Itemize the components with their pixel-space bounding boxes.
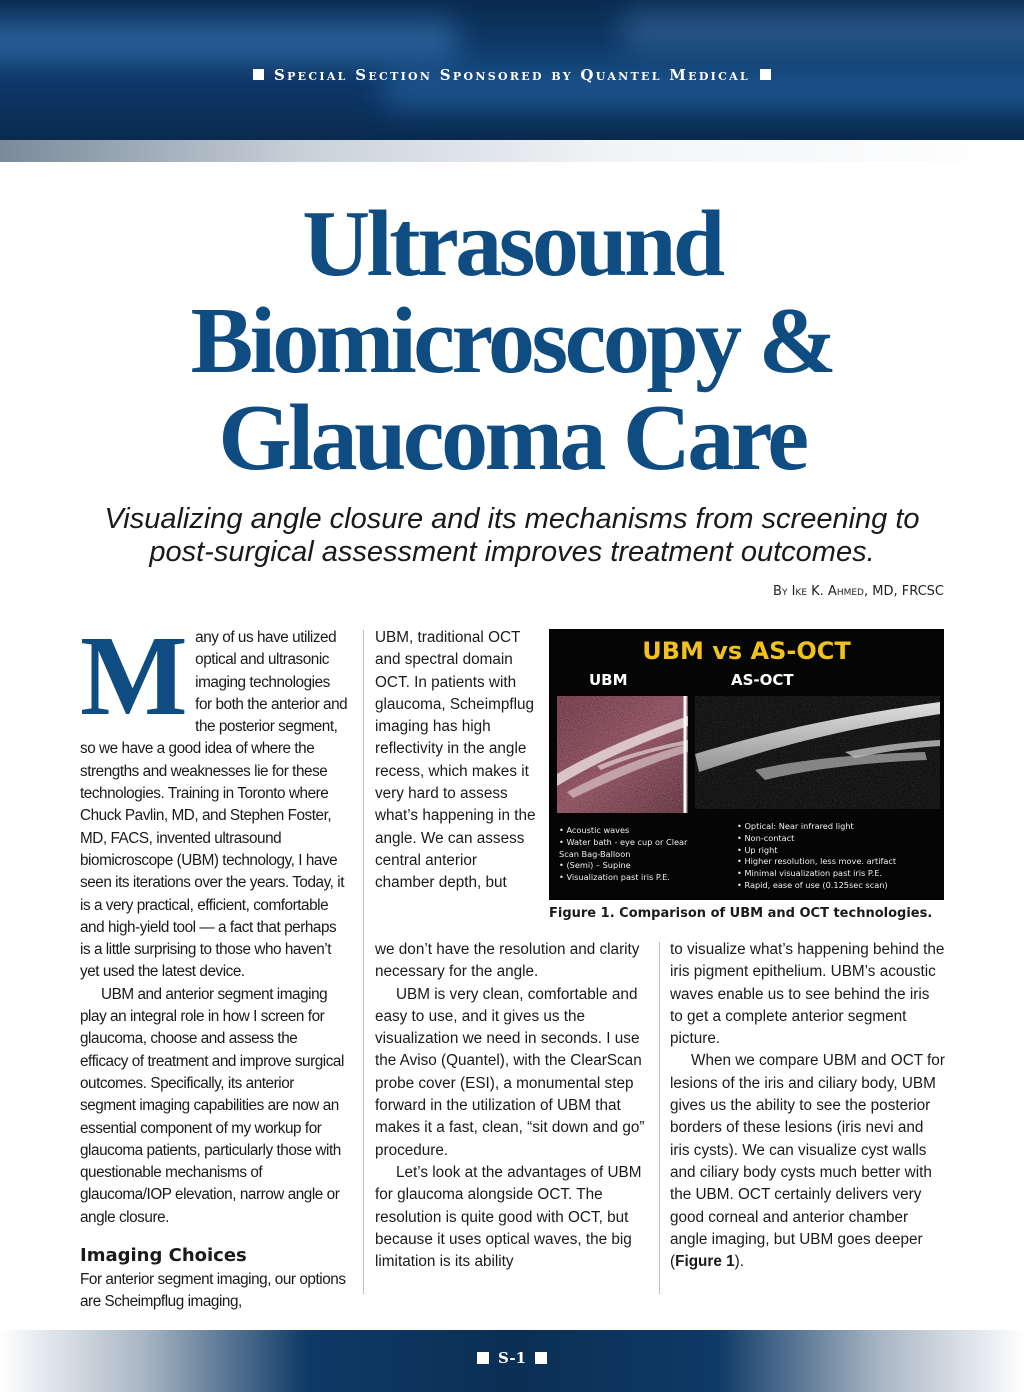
article-subtitle <box>60 503 964 569</box>
list-item: • Visualization past iris P.E. <box>559 872 709 884</box>
column-3 <box>670 939 946 1273</box>
square-bullet-icon <box>535 1352 547 1364</box>
paragraph: to visualize what’s happening behind the iris pigment epithelium. UBM’s acoustic waves enable us to see behind the iris to get a complete anterior segment picture. <box>670 941 945 1048</box>
title-line: Ultrasound <box>302 192 722 296</box>
figure-label-oct: AS-OCT <box>731 671 794 689</box>
square-bullet-icon <box>477 1352 489 1364</box>
list-item: • Non-contact <box>737 833 942 845</box>
list-item: • Higher resolution, less move. artifact <box>737 856 942 868</box>
paragraph: UBM is very clean, comfortable and easy to use, and it gives us the visualization we need in seconds. I use the Aviso (Quantel), with the ClearScan probe cover (ESI), a monumental step forward in the utilization of UBM that makes it a fast, clean, “sit down and go” procedure. <box>375 985 645 1159</box>
list-item: • Acoustic waves <box>559 825 709 837</box>
list-item: • Rapid, ease of use (0.125sec scan) <box>737 880 942 892</box>
list-item: • Water bath - eye cup or Clear Scan Bag-Balloon <box>559 837 709 861</box>
ubm-scan-image <box>557 696 688 813</box>
paragraph <box>670 1050 946 1273</box>
list-item: • Optical: Near infrared light <box>737 821 942 833</box>
paragraph-text: any of us have utilized optical and ultrasonic imaging technologies for both the anterior and the posterior segment, so we have a good idea of where the strengths and weaknesses lie for these technologies. Training in Toronto where Chuck Pavlin, MD, and Stephen Foster, MD, FACS, invented ultrasound biomicroscope (UBM) technology, I have seen its iterations over the years. Today, it is a very practical, efficient, comfortable and high-yield tool — a fact that perhaps is a little surprising to those who haven’t yet used the latest device. <box>80 629 348 981</box>
title-line: Glaucoma Care <box>218 386 806 490</box>
byline <box>773 584 944 599</box>
column-divider <box>659 942 660 1294</box>
column-2 <box>375 939 647 1273</box>
page-number <box>0 1349 1024 1367</box>
paragraph: Let’s look at the advantages of UBM for glaucoma alongside OCT. The resolution is quite good with OCT, but because it uses optical waves, the big limitation is its ability <box>375 1163 642 1271</box>
square-bullet-icon <box>253 69 264 80</box>
column-divider <box>363 630 364 1294</box>
list-item: • Up right <box>737 845 942 857</box>
sponsor-text: Special Section Sponsored by Quantel Medical <box>273 66 751 84</box>
section-heading: Imaging Choices <box>80 1245 247 1267</box>
header-silver-strip <box>0 140 1024 162</box>
figure-ubm-vs-oct <box>549 629 944 900</box>
subtitle-line: Visualizing angle closure and its mechanisms from screening to <box>104 503 920 535</box>
article-title <box>0 192 1024 490</box>
column-2-top <box>375 627 540 895</box>
paragraph-text: When we compare UBM and OCT for lesions of the iris and ciliary body, UBM gives us the ability to see the posterior borders of these lesions (iris nevi and iris cysts). We can visualize cyst walls and ciliary body cysts much better with the UBM. OCT certainly delivers very good corneal and anterior chamber angle imaging, but UBM goes deeper ( <box>670 1052 945 1271</box>
drop-cap: M <box>80 612 188 739</box>
page-number-text: S-1 <box>497 1349 527 1367</box>
paragraph <box>80 612 348 984</box>
figure-reference: Figure 1 <box>675 1253 735 1271</box>
paragraph: UBM, traditional OCT and spectral domain OCT. In patients with glaucoma, Scheimpflug imaging has high reflectivity in the angle recess, which makes it very hard to assess what’s happening in the angle. We can assess central anterior chamber depth, but <box>375 629 536 892</box>
figure-title: UBM vs AS-OCT <box>642 637 851 665</box>
subtitle-line: post-surgical assessment improves treatment outcomes. <box>149 536 875 568</box>
oct-feature-list <box>737 821 942 892</box>
byline-credentials: , MD, FRCSC <box>863 584 944 599</box>
byline-author: By Ike K. Ahmed <box>773 584 864 599</box>
paragraph: For anterior segment imaging, our options are Scheimpflug imaging, <box>80 1271 346 1311</box>
list-item: • Minimal visualization past iris P.E. <box>737 868 942 880</box>
square-bullet-icon <box>760 69 771 80</box>
paragraph-text: ). <box>734 1253 744 1271</box>
paragraph: UBM and anterior segment imaging play an integral role in how I screen for glaucoma, choose and assess the efficacy of treatment and improve surgical outcomes. Specifically, its anterior segment imaging capabilities are now an essential component of my workup for glaucoma patients, particularly those with questionable mechanisms of glaucoma/IOP elevation, narrow angle or angle closure. <box>80 985 344 1226</box>
as-oct-scan-image <box>695 696 940 809</box>
column-1 <box>80 612 348 1314</box>
ubm-feature-list <box>559 825 709 884</box>
title-line: Biomicroscopy & <box>190 289 834 393</box>
figure-caption: Figure 1. Comparison of UBM and OCT technologies. <box>549 906 933 921</box>
figure-label-ubm: UBM <box>589 671 628 689</box>
list-item: • (Semi) – Supine <box>559 860 709 872</box>
paragraph: we don’t have the resolution and clarity necessary for the angle. <box>375 941 640 981</box>
sponsor-line <box>0 66 1024 84</box>
